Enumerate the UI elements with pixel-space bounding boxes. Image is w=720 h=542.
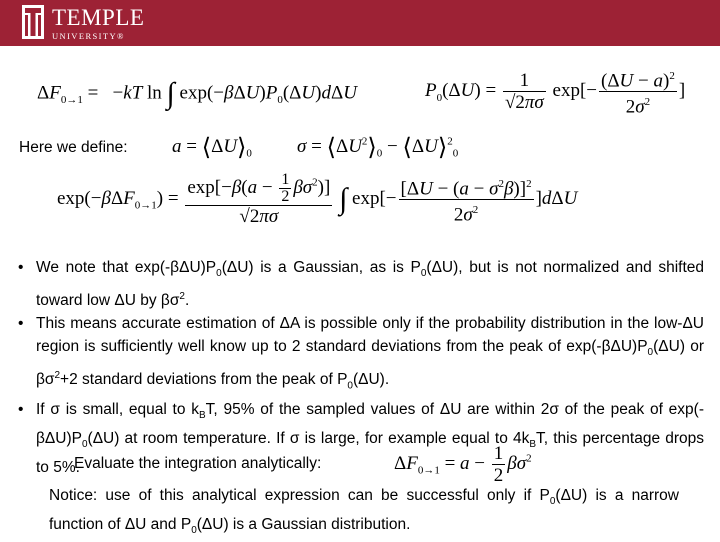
variance-definition: $\sigma = ⟨\Delta U^2⟩_0$ − ⟨ΔU⟩$^2_0$ [297,135,459,161]
notice-paragraph: Notice: use of this analytical expression can be successful only if $P_0(\Delta U)$ is a narrow function of ΔU and $P_0(\Delta U)$ is a Gaussian distribution. [49,487,679,537]
bullet-item-accuracy: • This means accurate estimation of ΔA is possible only if the probability distribution in the low-ΔU region is sufficiently well know up to 2 standard deviations from the peak of $\exp(-\beta\Delta U)P_0(\Delta U)$ or $\beta\sigma^2+2$ standard deviations from the peak of $P_0(\Delta U)$. [18,312,704,397]
bullet-item-gaussian: • We note that $\exp(-\beta\Delta U)P_0(\Delta U)$ is a Gaussian, as is $P_0(\Delta U)$, but is not normalized and shifted toward low ΔU by $\beta\sigma^2$. [18,256,704,312]
logo-subtitle: UNIVERSITY® [52,31,125,41]
define-label: Here we define: [19,139,128,156]
bullet-marker: • [18,315,24,333]
evaluate-label: Evaluate the integration analytically: [74,455,322,472]
bullet-marker: • [18,400,24,418]
gaussian-equation: $P_0(\Delta U)$ = $\frac{1}{√2\pi\sigma}$ exp[− $\frac{(\Delta U - a)^2}{2\sigma^2}$ ] [425,66,685,118]
temple-t-icon [22,5,44,39]
mean-definition: $a = ⟨\Delta U⟩_0$ [172,135,252,161]
bullet-item-sigma: • If σ is small, equal to $k_BT$, 95% of the sampled values of ΔU are within 2σ of the peak of $\exp(-\beta\Delta U)P_0(\Delta U)$ at room temperature. If σ is large, for example equal to $4k_BT$, this percentage drops to 5%. [18,398,704,479]
header-bar [0,0,720,46]
bullet-marker: • [18,259,24,276]
analytic-result-equation: $\Delta F_{0\to 1} = a$ − $\frac{1}{2}$ $\beta\sigma^2$ [394,443,532,486]
logo-wordmark: TEMPLE [52,5,145,30]
temple-university-logo [22,5,157,41]
free-energy-equation: $\Delta F_{0\to 1} = -kT$ ln ∫ $\exp(-\beta\Delta U)P_0(\Delta U)d\Delta U$ [37,77,357,110]
exponential-free-energy-equation: exp(−βΔF$_{0\to 1}$) = exp[−β(a − $\frac{1}{2}$ $\beta\sigma^2$)] √2πσ ∫ exp[− $\frac{[\Delta U - (a - \sigma^2\beta)]^2}{2\sigma^2}$ ]dΔU [57,171,578,227]
bullet-list [18,256,704,479]
